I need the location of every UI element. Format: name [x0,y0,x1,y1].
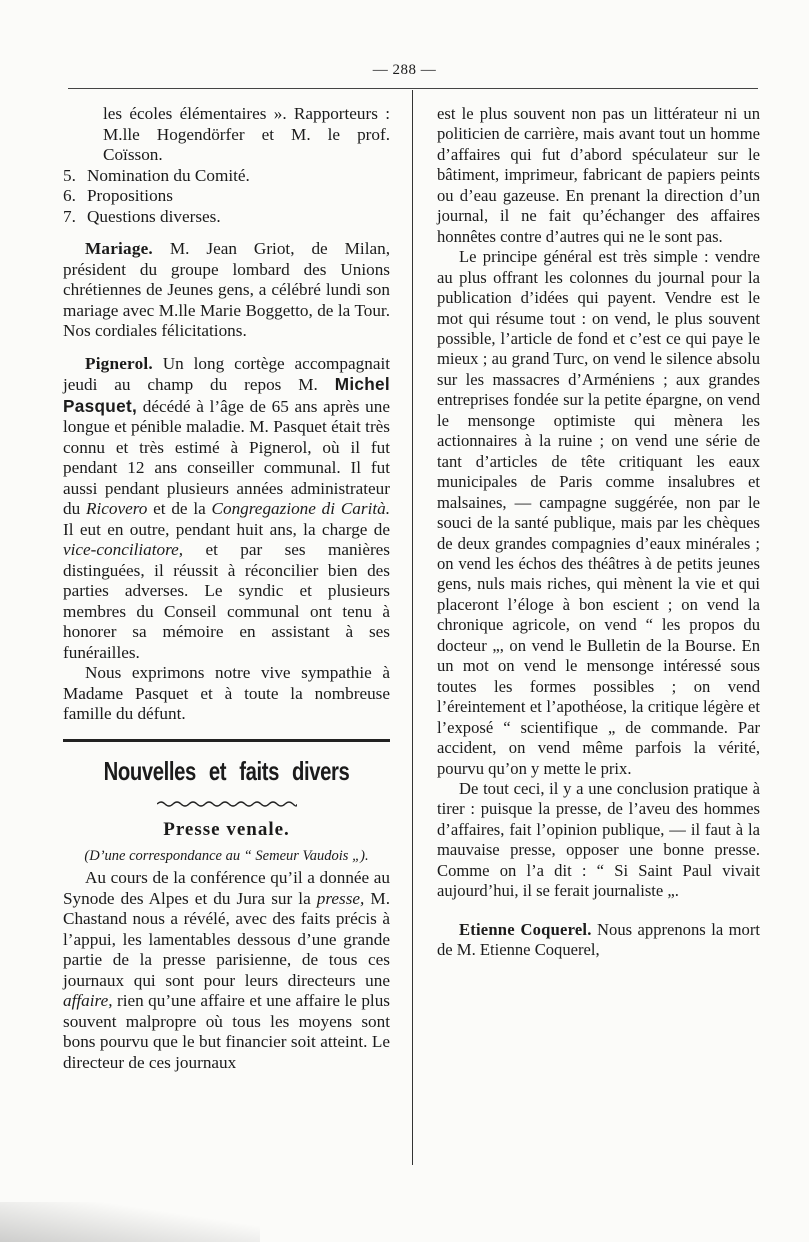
mariage-paragraph [63,239,390,342]
article-paragraph-principe: Le principe général est très simple : vendre au plus offrant les colonnes du journal pour la publication d’idées qui payent. Vendre est le mot qui résume tout : on vend, le plus souvent possible, l’article de fond et c’est ce qui paye le mieux ; au grand Turc, on vend le silence absolu sur les massacres d’Arméniens ; aux grandes entreprises fondée sur la petite épargne, on vend le mensonge optimiste qui mènera les actionnaires à la ruine ; on vend une série de tant d’articles de tête critiquant les eaux municipales de Paris comme insalubres et malsaines, — campagne suggérée, non par le souci de la santé publique, mais par les chèques de deux grandes compagnies d’eaux minérales ; on vend les échos des théâtres à de petits jeunes gens, nuls mais riches, qui mènent la vie et qui placeront l’éloge à bon escient ; on vend la chronique agricole, on vend “ les propos du docteur „, on vend le Bulletin de la Bourse. En un mot on vend le mensonge intéressé sous toutes les formes possibles ; on vend l’éreintement et l’apothéose, la critique légère et l’exposé “ scientifique „ de commande. Par accident, on vend même parfois la vérité, pourvu qu’on y mette le prix. [437,247,760,778]
article-text: rien qu’une affaire et une affaire le plus souvent malpropre où tous les moyens sont bons pourvu que le but financier soit atteint. Le directeur de ces journaux [63,991,390,1072]
section-rule [63,739,390,742]
article-paragraph-conclusion: De tout ceci, il y a une conclusion pratique à tirer : puisque la presse, de l’aveu des hommes d’affaires, fait l’opinion publique, — il faut à la mauvaise presse, opposer une bonne presse. Comme on l’a dit : “ Si Saint Paul vivait aujourd’hui, il se ferait journaliste „. [437,778,760,901]
agenda-item-text: Propositions [87,186,173,205]
article-paragraph [63,868,390,1073]
institution-name: Congregazione di Carità. [211,499,391,518]
column-divider [412,90,413,1165]
agenda-item-text: Nomination du Comité. [87,165,250,185]
agenda-item-number: 6. [63,186,76,205]
mariage-heading: Mariage. [85,239,153,258]
agenda-item-continuation: les écoles élémentaires ». Rapporteurs : M.lle Hogendörfer et M. le prof. Coïsson. [103,104,390,164]
institution-name: Ricovero [85,499,148,518]
pignerol-text: Un long cortège accompagnait jeudi au champ du repos M. [63,353,390,394]
mariage-text: M. Jean Griot, de Milan, président du groupe lombard des Unions chrétiennes de Jeunes gens, a célébré lundi son mariage avec M.lle Marie Boggetto, de la Tour. Nos cordiales félicitations. [63,239,390,340]
coquerel-paragraph [437,920,760,961]
header-rule [68,88,758,89]
coquerel-heading: Etienne Coquerel. [459,919,592,939]
pignerol-paragraph [63,354,390,664]
emphasis: presse, [316,888,365,908]
coquerel-text: Nous apprenons la mort de M. Etienne Coquerel, [437,919,760,960]
agenda-item [63,207,390,228]
article-text: Au cours de la conférence qu’il a donnée au Synode des Alpes et du Jura sur la [63,868,390,908]
emphasis: affaire, [63,991,113,1010]
deceased-name: Michel Pasquet, [63,374,390,416]
agenda-item-text: Questions diverses. [87,206,221,226]
article-title: Presse venale. [163,819,290,840]
agenda-item [63,186,390,207]
pignerol-text: décédé à l’âge de 65 ans après une longue et pénible maladie. M. Pasquet était très connu et très estimé à Pignerol, où il fut pendant 12 ans conseiller communal. Il fut aussi pendant plusieurs années administrateur du [63,396,390,518]
left-column [63,104,390,1073]
page-number: — 288 — [372,62,437,78]
article-byline: (D’une correspondance au “ Semeur Vaudois „). [84,848,369,864]
section-title: Nouvelles et faits divers [103,755,350,786]
agenda-item [63,166,390,187]
pignerol-text: Il eut en outre, pendant huit ans, la charge de [63,519,390,539]
right-column [437,104,760,961]
pignerol-text: et par ses manières distinguées, il réussit à réconcilier bien des parties adverses. Le syndic et plusieurs membres du Conseil communal ont tenu à honorer sa mémoire en assistant à ses funérailles. [63,540,390,662]
agenda-item-number: 7. [63,206,76,226]
condolence-paragraph: Nous exprimons notre vive sympathie à Madame Pasquet et à toute la nombreuse famille du défunt. [63,663,390,723]
article-text: M. Chastand nous a révélé, avec des faits précis à l’appui, les lamentables dessous d’une grande partie de la presse parisienne, de tous ces journaux qui sont pour leurs directeurs une [63,888,390,990]
scan-artifact [0,1202,260,1242]
agenda-item-number: 5. [63,165,76,185]
office-title: vice-conciliatore, [63,540,184,559]
pignerol-heading: Pignerol. [85,353,153,373]
pignerol-text: et de la [147,499,212,518]
agenda-list [63,166,390,228]
article-paragraph-continued: est le plus souvent non pas un littérateur ni un politicien de carrière, mais avant tout un homme d’affaires qui fut d’abord spéculateur sur le bâtiment, imprimeur, fabricant de papiers peints ou d’eau gazeuse. En prenant la direction d’un journal, il ne fait qu’échanger des affaires honnêtes contre d’autres qui ne le sont pas. [437,104,760,246]
wavy-line-ornament [63,794,390,815]
